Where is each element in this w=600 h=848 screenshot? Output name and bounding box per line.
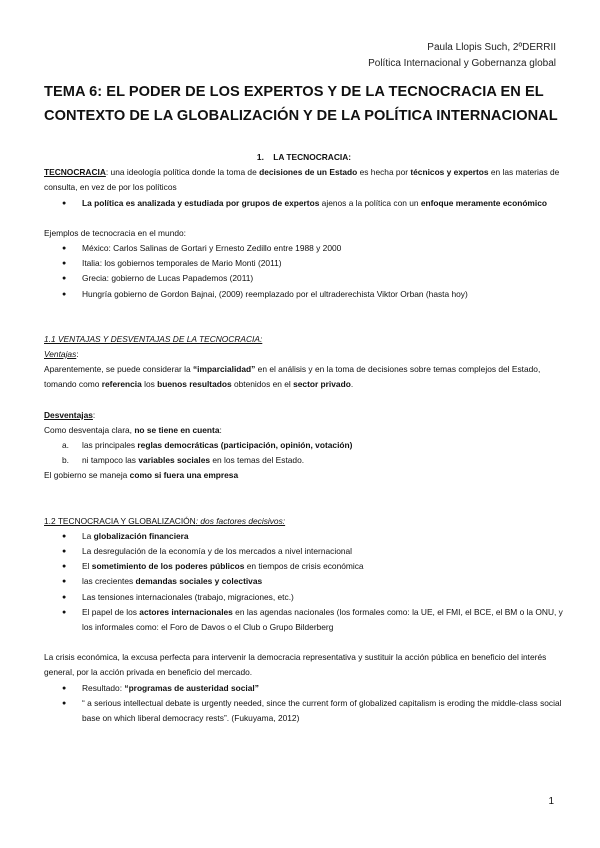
text: los <box>141 379 158 390</box>
text: El gobierno se maneja <box>44 470 130 481</box>
bold-text: globalización financiera <box>93 530 189 541</box>
section-1-2-heading <box>44 514 564 529</box>
section-1-number: 1. <box>256 152 264 162</box>
tecnocracia-definition <box>44 165 564 195</box>
list-item: ● México: Carlos Salinas de Gortari y Ernesto Zedillo entre 1988 y 2000 <box>44 241 564 256</box>
text: Aparentemente, se puede considerar la <box>44 364 193 375</box>
list-item: ● “ a serious intellectual debate is urgently needed, since the current form of globalized capitalism is eroding the middle-class social base on which liberal democracy rests”. (Fukuyama, 2012) <box>44 696 564 726</box>
bold-text: buenos resultados <box>157 379 232 390</box>
list-item <box>44 453 564 468</box>
page-number: 1 <box>548 796 554 807</box>
ventajas-text <box>44 362 564 392</box>
section-heading: 1.1 VENTAJAS Y DESVENTAJAS DE LA TECNOCRACIA: <box>44 333 263 344</box>
list-item <box>44 196 564 211</box>
bold-text: actores internacionales <box>139 606 233 617</box>
section-heading: 1.2 TECNOCRACIA Y GLOBALIZACIÓN <box>44 515 196 526</box>
bold-text: “programas de austeridad social” <box>124 682 259 693</box>
header-course: Política Internacional y Gobernanza global <box>368 58 556 69</box>
text: El <box>82 561 92 572</box>
examples-list <box>44 241 564 302</box>
definition-term: TECNOCRACIA <box>44 167 106 178</box>
bullet-bold: enfoque meramente económico <box>420 197 547 208</box>
subheading: Ventajas <box>44 349 77 360</box>
bold-text: como si fuera una empresa <box>129 470 239 481</box>
ventajas-label <box>44 347 564 362</box>
colon: : <box>76 349 79 360</box>
text: . <box>350 379 354 390</box>
text: El papel de los <box>82 606 140 617</box>
definition-text: es hecha por <box>357 167 411 178</box>
text: las crecientes <box>82 576 136 587</box>
colon: : <box>92 409 96 420</box>
desventajas-text <box>44 423 564 438</box>
text: : <box>219 424 222 435</box>
bold-text: variables sociales <box>138 455 211 466</box>
subheading: Desventajas <box>44 409 93 420</box>
bold-text: sector privado <box>293 379 351 390</box>
list-item: ● La desregulación de la economía y de los mercados a nivel internacional <box>44 544 564 559</box>
list-item: ● Hungría gobierno de Gordon Bajnai, (2009) reemplazado por el ultraderechista Viktor Orban (hasta hoy) <box>44 287 564 302</box>
section-1-heading <box>44 150 564 165</box>
crisis-paragraph: La crisis económica, la excusa perfecta para intervenir la democracia representativa y sustituir la acción pública en beneficio del interés general, por la acción privada en beneficio del mercado. <box>44 652 547 678</box>
definition-bold: técnicos y expertos <box>410 167 489 178</box>
text: en los temas del Estado. <box>210 455 305 466</box>
definition-bold: decisiones de un Estado <box>259 167 358 178</box>
bold-text: demandas sociales y colectivas <box>135 576 263 587</box>
definition-text: : una ideología política donde la toma de <box>105 167 260 178</box>
list-marker: a. <box>62 440 69 451</box>
gobierno-text <box>44 468 564 483</box>
section-heading: : dos factores decisivos: <box>195 515 286 526</box>
bold-text: “imparcialidad” <box>192 364 256 375</box>
text: obtenidos en el <box>231 379 294 390</box>
document-body <box>44 150 564 726</box>
text: La <box>82 530 94 541</box>
definition-bullets <box>44 196 564 211</box>
text: en el análisis y en la toma de decisiones sobre temas complejos del Estado, tomando como <box>44 364 541 390</box>
section-1-title: LA TECNOCRACIA: <box>273 152 352 162</box>
bold-text: no se tiene en cuenta <box>134 424 220 435</box>
list-item: ● Las tensiones internacionales (trabajo, migraciones, etc.) <box>44 590 564 605</box>
text: Resultado: <box>82 682 125 693</box>
list-item: ● Grecia: gobierno de Lucas Papademos (2011) <box>44 271 564 286</box>
text: en las agendas nacionales (los formales como: la UE, el FMI, el BCE, el BM o la ONU, y los informales como: el Foro de Davos o el Club o Grupo Bilderberg <box>82 606 563 633</box>
factors-list <box>44 529 564 635</box>
bold-text: sometimiento de los poderes públicos <box>91 561 245 572</box>
result-list <box>44 681 564 727</box>
examples-intro: Ejemplos de tecnocracia en el mundo: <box>44 227 186 238</box>
list-item <box>44 559 564 574</box>
desventajas-list <box>44 438 564 468</box>
bold-text: reglas democráticas (participación, opinión, votación) <box>137 440 353 451</box>
text: las principales <box>82 440 138 451</box>
section-1-1-heading <box>44 332 564 347</box>
list-item <box>44 529 564 544</box>
list-item <box>44 605 564 635</box>
list-item <box>44 438 564 453</box>
list-item <box>44 574 564 589</box>
bullet-bold: La política es analizada y estudiada por grupos de expertos <box>82 197 320 208</box>
text: en tiempos de crisis económica <box>244 561 364 572</box>
definition-text: en las materias de consulta, en vez de por los políticos <box>44 167 560 193</box>
desventajas-label <box>44 408 564 423</box>
page-header <box>368 40 556 72</box>
bullet-text: ajenos a la política con un <box>319 197 421 208</box>
text: ni tampoco las <box>82 455 139 466</box>
document-title: TEMA 6: EL PODER DE LOS EXPERTOS Y DE LA TECNOCRACIA EN EL CONTEXTO DE LA GLOBALIZACIÓN Y DE LA POLÍTICA INTERNACIONAL <box>44 84 558 124</box>
text: Como desventaja clara, <box>44 424 135 435</box>
list-item: ● Italia: los gobiernos temporales de Mario Monti (2011) <box>44 256 564 271</box>
header-author: Paula Llopis Such, 2ºDERRII <box>427 42 556 53</box>
bold-text: referencia <box>101 379 142 390</box>
list-item <box>44 681 564 696</box>
list-marker: b. <box>62 455 69 466</box>
